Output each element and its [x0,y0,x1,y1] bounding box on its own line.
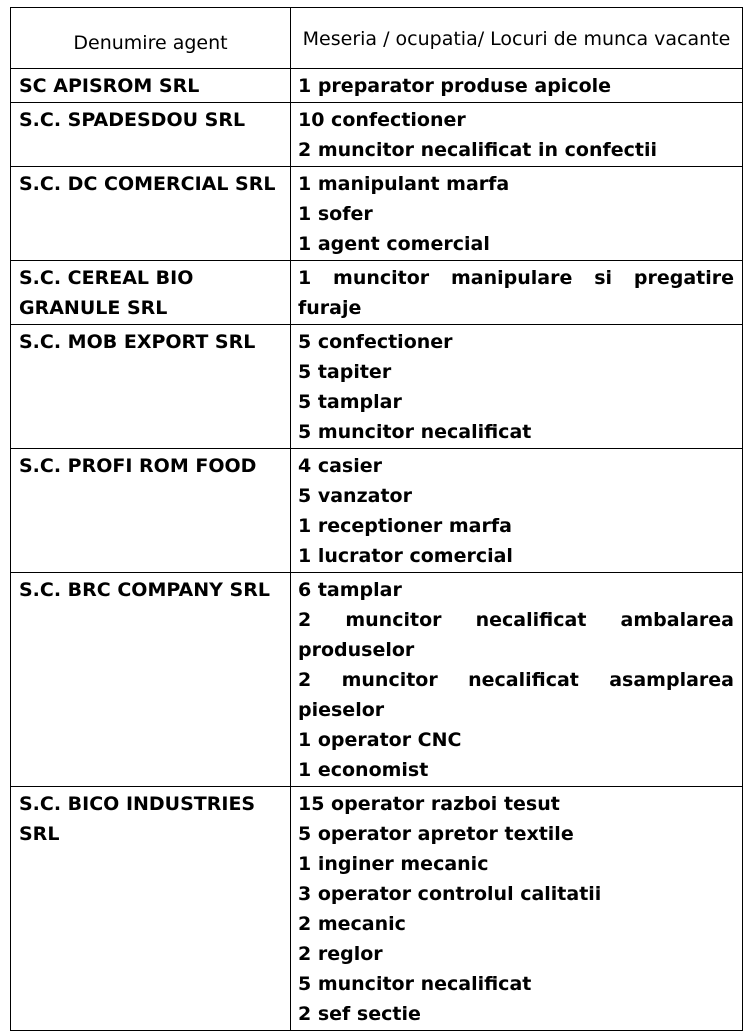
table-header-row [11,8,743,69]
agent-name-cell: S.C. MOB EXPORT SRL [11,325,291,449]
agent-name-cell: S.C. SPADESDOU SRL [11,103,291,167]
jobs-cell [291,103,743,167]
jobs-cell [291,69,743,103]
job-entry: 2 muncitor necalificat ambalarea produselor [298,609,734,661]
job-entry: 1 muncitor manipulare si pregatire furaje [298,267,734,319]
table-row [11,69,743,103]
table-row [11,325,743,449]
job-entry: 1 manipulant marfa [298,173,510,195]
job-entry: 1 sofer [298,203,373,225]
jobs-cell [291,787,743,1031]
header-agent-name: Denumire agent [11,8,291,69]
vacancies-table [10,7,743,1031]
job-entry: 1 economist [298,759,429,781]
table-body [11,69,743,1031]
job-entry: 2 reglor [298,943,383,965]
jobs-cell [291,325,743,449]
table-row [11,573,743,787]
jobs-cell [291,261,743,325]
job-entry: 5 tamplar [298,391,402,413]
job-entry: 1 agent comercial [298,233,490,255]
agent-name-cell: SC APISROM SRL [11,69,291,103]
job-entry: 5 muncitor necalificat [298,973,532,995]
table-row [11,103,743,167]
job-entry: 1 receptioner marfa [298,515,512,537]
table-row [11,449,743,573]
job-entry: 5 vanzator [298,485,412,507]
jobs-cell [291,449,743,573]
job-entry: 2 muncitor necalificat in confectii [298,139,657,161]
job-entry: 15 operator razboi tesut [298,793,560,815]
table-row [11,167,743,261]
agent-name-cell: S.C. BICO INDUSTRIES SRL [11,787,291,1031]
jobs-cell [291,167,743,261]
table-row [11,787,743,1031]
job-entry: 5 tapiter [298,361,392,383]
agent-name-cell: S.C. PROFI ROM FOOD [11,449,291,573]
job-entry: 10 confectioner [298,109,466,131]
job-entry: 5 operator apretor textile [298,823,574,845]
job-entry: 6 tamplar [298,579,402,601]
job-entry: 1 operator CNC [298,729,462,751]
agent-name-cell: S.C. CEREAL BIO GRANULE SRL [11,261,291,325]
job-entry: 2 sef sectie [298,1003,421,1025]
job-entry: 1 lucrator comercial [298,545,513,567]
agent-name-cell: S.C. BRC COMPANY SRL [11,573,291,787]
job-entry: 1 preparator produse apicole [298,75,612,97]
table-row [11,261,743,325]
job-entry: 2 muncitor necalificat asamplarea pieselor [298,669,734,721]
jobs-cell [291,573,743,787]
job-entry: 5 muncitor necalificat [298,421,532,443]
agent-name-cell: S.C. DC COMERCIAL SRL [11,167,291,261]
header-jobs: Meseria / ocupatia/ Locuri de munca vacante [291,8,743,69]
job-entry: 3 operator controlul calitatii [298,883,602,905]
job-entry: 1 inginer mecanic [298,853,489,875]
job-entry: 5 confectioner [298,331,453,353]
job-entry: 2 mecanic [298,913,406,935]
job-entry: 4 casier [298,455,382,477]
